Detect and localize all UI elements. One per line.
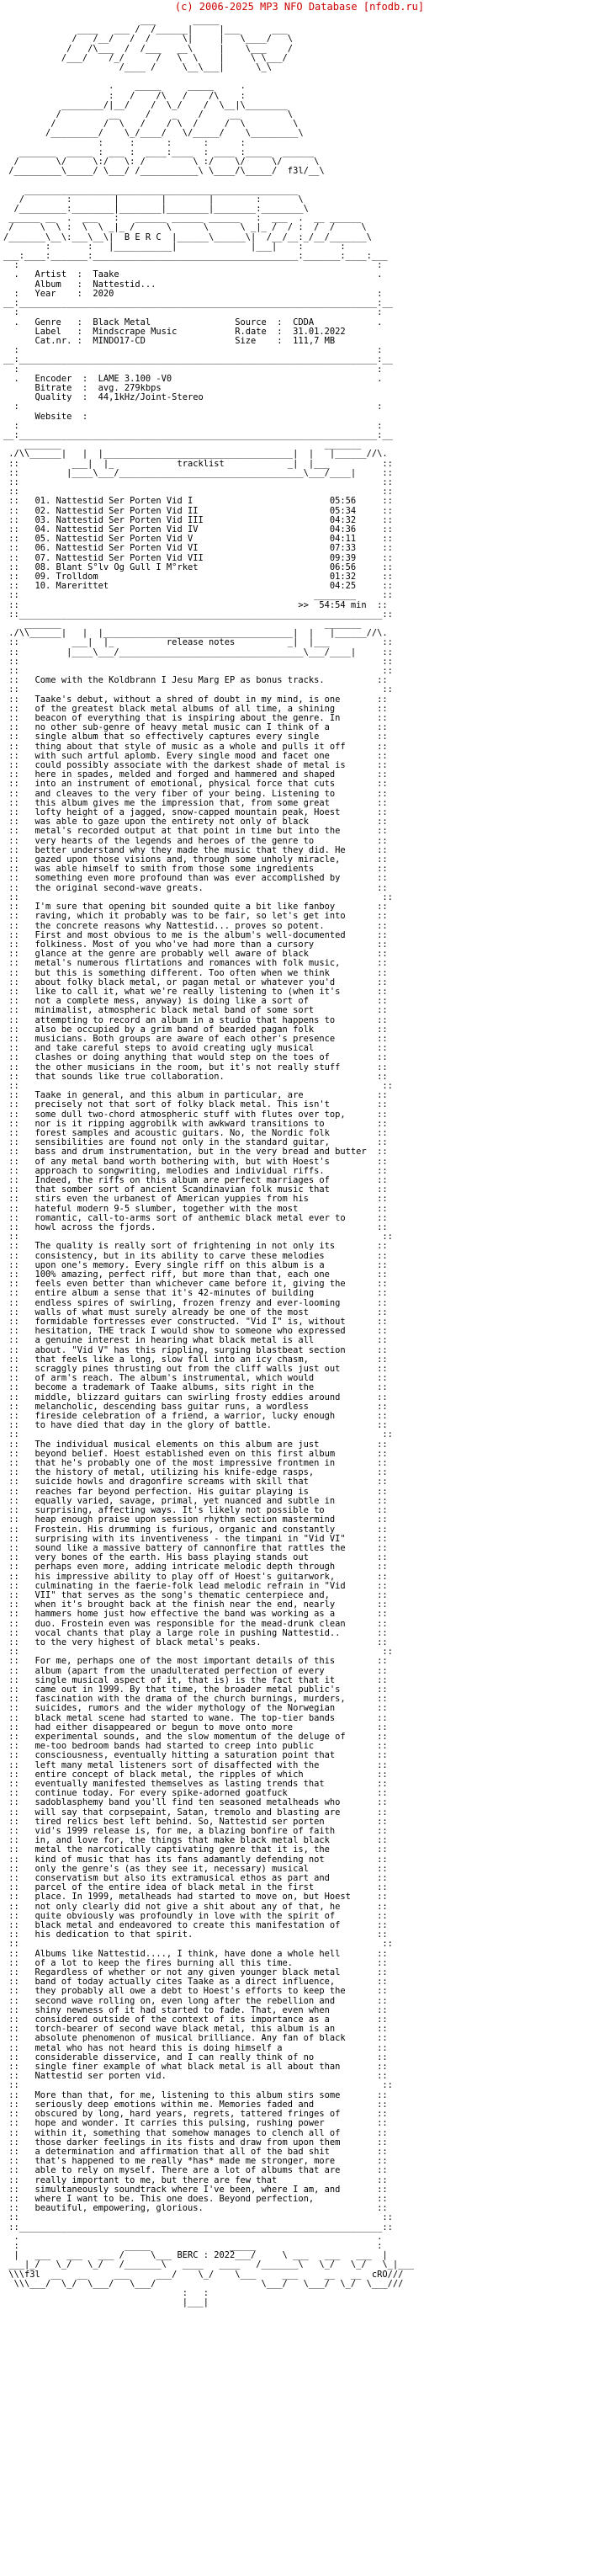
nfo-text: ___ _____ ____ ___ / /______| |___ ___ / /__/ / / \| | \____/ \ / /\___ / /___ __\ | \___ / /___/ /_/ / \ \ | \ \___/ /____ / \__\___| \_\ . _____ _____ . : / /\ / /\ : ________/|__/ / \_/ / \__|\________ / __ / _ / __ \ / / \ / / \ / / \ \ /_________/ \_/____/ \/_____/ \_________\ : : : : : _______ _____ : ___ : ____:____ : ____ :_____ ______ / \/ \:/ \: / \ :/ \/ \/ \ /_________\_____/ \___/ /___________\ \____/\_____/ f3l/__\ ____________________________________________________ / : | | | : \ /_________:________|________|________|________:________\ ______ __ . ___ : ______ ______ ______ : ___ . __ ______ / \ \ : \ \ _|_ / \ \ \ _|_ / / : / / \ /_______\__\:___\__\| B E R C |______\______\| /__/__:_/__/_______\ : : |___________| |___| : : ___:____:_______:_______________________________________:_______:____:___ : : . Artist : Taake . Album : Nattestid... : Year : 2020 : __:____________________________________________________________________:__ : : . Genre : Black Metal Source : CDDA . Label : Mindscrape Music R.date : 31.01.2022 Cat.nr. : MINDO17-CD Size : 111,7 MB : : __:____________________________________________________________________:__ : : . Encoder : LAME 3.100 -V0 . Bitrate : avg. 279kbps Quality : 44,1kHz/Joint-Stereo : : Website : : : __:____________________________________________________________________:__ _______ _______ ./\\______| | |____________________________________| | |______//\. :: ___| |_ tracklist _| |___ :: :: |____\___/___________________________________\___/____| :: :: :: :: :: :: 01. Nattestid Ser Porten Vid I 05:56 :: :: 02. Nattestid Ser Porten Vid II 05:34 :: :: 03. Nattestid Ser Porten Vid III 04:32 :: :: 04. Nattestid Ser Porten Vid IV 04:36 :: :: 05. Nattestid Ser Porten Vid V 04:11 :: :: 06. Nattestid Ser Porten Vid VI 07:33 :: :: 07. Nattestid Ser Porten Vid VII 09:39 :: :: 08. Blant S°lv Og Gull I M°rket 06:56 :: :: 09. Trolldom 01:32 :: :: 10. Marerittet 04:25 :: :: ________ :: :: >> 54:54 min :: ::_____________________________________________________________________:: _______ _______ ./\\______| | |____________________________________| | |______//\. :: ___| |_ release notes _| |___ :: :: |____\___/___________________________________\___/____| :: :: :: :: :: :: Come with the Koldbrann I Jesu Marg EP as bonus tracks. :: :: :: :: Taake's debut, without a shred of doubt in my mind, is one :: :: of the greatest black metal albums of all time, a shining :: :: beacon of everything that is inspiring about the genre. In :: :: no other sub-genre of heavy metal music can I think of a :: :: single album that so effectively captures every single :: :: thing about that style of music as a whole and pulls it off :: :: with such artful aplomb. Every single mood and facet one :: :: could possibly associate with the darkest shade of metal is :: :: here in spades, melded and forged and hammered and shaped :: :: into an instrument of emotional, physical force that cuts :: :: and cleaves to the very fiber of your being. Listening to :: :: this album gives me the impression that, from some great :: :: lofty height of a jagged, snow-capped mountain peak, Hoest :: :: was able to gaze upon the entirety not only of black :: :: metal's recorded output at that point in time but into the :: :: very hearts of the legends and heroes of the genre to :: :: better understand why they made the music that they did. He :: :: gazed upon those visions and, through some unholy miracle, :: :: was able himself to smith from those some ingredients :: :: something even more profound than was ever accomplished by :: :: the original second-wave greats. :: :: :: :: I'm sure that opening bit sounded quite a bit like fanboy :: :: raving, which it probably was to be fair, so let's get into :: :: the concrete reasons why Nattestid... proves so potent. :: :: First and most obvious to me is the album's well-documented :: :: folkiness. Most of you who've had more than a cursory :: :: glance at the genre are probably well aware of black :: :: metal's numerous flirtations and romances with folk music, :: :: but this is something different. Too often when we think :: :: about folky black metal, or pagan metal or whatever you'd :: :: like to call it, what we're really listening to (when it's :: :: not a complete mess, anyway) is doing like a sort of :: :: minimalist, atmospheric black metal band of some sort :: :: attempting to record an album in a studio that happens to :: :: also be occupied by a grim band of bearded pagan folk :: :: musicians. Both groups are aware of each other's presence :: :: and take careful steps to avoid creating ugly musical :: :: clashes or doing anything that would step on the toes of :: :: the other musicians in the room, but it's not really stuff :: :: that sounds like true collaboration. :: :: :: :: Taake in general, and this album in particular, are :: :: precisely not that sort of folky black metal. This isn't :: :: some dull two-chord atmospheric stuff with flutes over top, :: :: nor is it ripping aggrobilk with awkward transitions to :: :: forest samples and acoustic guitars. No, the Nordic folk :: :: sensibilities are found not only in the standard guitar, :: :: bass and drum instrumentation, but in the very bread and butter :: :: of any metal band worth bothering with, but with Hoest's :: :: approach to songwriting, melodies and individual riffs. :: :: Indeed, the riffs on this album are perfect marriages of :: :: that somber sort of ancient Scandinavian folk music that :: :: stirs even the urbanest of American yuppies from his :: :: hateful modern 9-5 slumber, together with the most :: :: romantic, call-to-arms sort of anthemic black metal ever to :: :: howl across the fjords. :: :: :: :: The quality is really sort of frightening in not only its :: :: consistency, but in its ability to carve these melodies :: :: upon one's memory. Every single riff on this album is a :: :: 100% amazing, perfect riff, but more than that, each one :: :: feels even better than whichever came before it, giving the :: :: entire album a sense that it's 42-minutes of building :: :: endless spires of swirling, frozen frenzy and ever-looming :: :: walls of what must surely already be one of the most :: :: formidable fortresses ever constructed. "Vid I" is, without :: :: hesitation, THE track I would show to someone who expressed :: :: a genuine interest in hearing what black metal is all :: :: about. "Vid V" has this rippling, surging blastbeat section :: :: that feels like a long, slow fall into an icy chasm, :: :: scraggly pines thrusting out from the cliff walls just out :: :: of arm's reach. The album's instrumental, which would :: :: become a trademark of Taake albums, sits right in the :: :: middle, blizzard guitars can swirling frosty eddies around :: :: melancholic, descending bass guitar runs, a wordless :: :: fireside celebration of a friend, a warrior, lucky enough :: :: to have died that day in the glory of battle. :: :: :: :: The individual musical elements on this album are just :: :: beyond belief. Hoest established even on this first album :: :: that he's probably one of the most impressive frontmen in :: :: the history of metal, utilizing his knife-edge rasps, :: :: suicide howls and dragonfire screams with skill that :: :: reaches far beyond perfection. His guitar playing is :: :: equally varied, savage, primal, yet nuanced and subtle in :: :: surprising, affecting ways. It's likely not possible to :: :: heap enough praise upon session rhythm section mastermind :: :: Frostein. His drumming is furious, organic and constantly :: :: surprising with its inventiveness - the timpani in "Vid VI" :: :: sound like a massive battery of cannonfire that rattles the :: :: very bones of the earth. His bass playing stands out :: :: perhaps even more, adding intricate melodic depth through :: :: his impressive ability to play off of Hoest's guitarwork, :: :: culminating in the faerie-folk lead melodic refrain in "Vid :: :: VII" that serves as the song's thematic centerpiece and, :: :: when it's brought back at the finish near the end, nearly :: :: hammers home just how effective the band was working as a :: :: duo. Frostein even was responsible for the mead-drunk clean :: :: vocal chants that play a large role in pushing Nattestid.. :: :: to the very highest of black metal's peaks. :: :: :: :: For me, perhaps one of the most important details of this :: :: album (apart from the unadulterated perfection of every :: :: single musical aspect of it, that is) is the fact that it :: :: came out in 1999. By that time, the broader metal public's :: :: fascination with the drama of the church burnings, murders, :: :: suicides, rumors and the wider mythology of the Norwegian :: :: black metal scene had started to wane. The top-tier bands :: :: had either disappeared or begun to move onto more :: :: experimental sounds, and the slow momentum of the deluge of :: :: me-too bedroom bands had started to creep into public :: :: consciousness, eventually hitting a saturation point that :: :: left many metal listeners sort of disaffected with the :: :: entire concept of black metal, the ripples of which :: :: eventually manifested themselves as lasting trends that :: :: continue today. For every spike-adorned goatfuck :: :: sadoblasphemy band you'll find ten seasoned metalheads who :: :: will say that corpsepaint, Satan, tremolo and blasting are :: :: tired relics best left behind. So, Nattestid ser porten :: :: vid's 1999 release is, for me, a blazing bonfire of faith :: :: in, and love for, the things that make black metal black :: :: metal the narcotically captivating genre that it is, the :: :: kind of music that has its fans adamantly defending not :: :: only the genre's (as they see it, necessary) musical :: :: conservatism but also its extramusical ethos as part and :: :: parcel of the entire idea of black metal in the first :: :: place. In 1999, metalheads had started to move on, but Hoest :: :: not only clearly did not give a shit about any of that, he :: :: quite obviously was profoundly in love with the spirit of :: :: black metal and endeavored to create this manifestation of :: :: his dedication to that spirit. :: :: :: :: Albums like Nattestid...., I think, have done a whole hell :: :: of a lot to keep the fires burning all this time. :: :: Regardless of whether or not any given younger black metal :: :: band of today actually cites Taake as a direct influence, :: :: they probably all owe a debt to Hoest's efforts to keep the :: :: second wave rolling on, even long after the rebellion and :: :: shiny newness of it had started to fade. That, even when :: :: considered outside of the context of its importance as a :: :: torch-bearer of second wave black metal, this album is an :: :: absolute phenomenon of musical brilliance. Any fan of black :: :: metal who has not heard this is doing himself a :: :: considerable disservice, and I can really think of no :: :: single finer example of what black metal is all about than :: :: Nattestid ser porten vid. :: :: :: :: More than that, for me, listening to this album stirs some :: :: seriously deep emotions within me. Memories faded and :: :: obscured by long, hard years, regrets, tattered fringes of :: :: hope and wonder. It carries this pulsing, rushing power :: :: within it, something that somehow manages to clench all of :: :: those darker feelings in its fists and draw from upon them :: :: a determination and affirmation that all of the bad shit :: :: that's happened to me really *has* made me stronger, more :: :: able to rely on myself. There are a lot of albums that are :: :: really important to me, but there are few that :: :: simultaneously soundtrack where I've been, where I am, and :: :: where I want to be. This one does. Beyond perfection, :: :: beautiful, empowering, glorious. :: :: :: ::_____________________________________________________________________:: . . : _____ _____ : | ___ ___ ___ / \___ BERC : 2022___/ \ ___ ___ ___ | ___|_/ \_/ \_/ /_______\ ____ ____ /_______\ \_/ \_/ \_|___ \\\f3l __ __ ___ ___/ \_/ \___ ___ __ __ cRO/// \\\___/ \_/ \___/ \___/ \___/ \___/ \_/ \___/// : : |___| [3,15,414,2308]
copyright-notice[interactable]: (c) 2006-2025 MP3 NFO Database [nfodb.ru] [174,1,425,13]
site-header [0,0,599,13]
